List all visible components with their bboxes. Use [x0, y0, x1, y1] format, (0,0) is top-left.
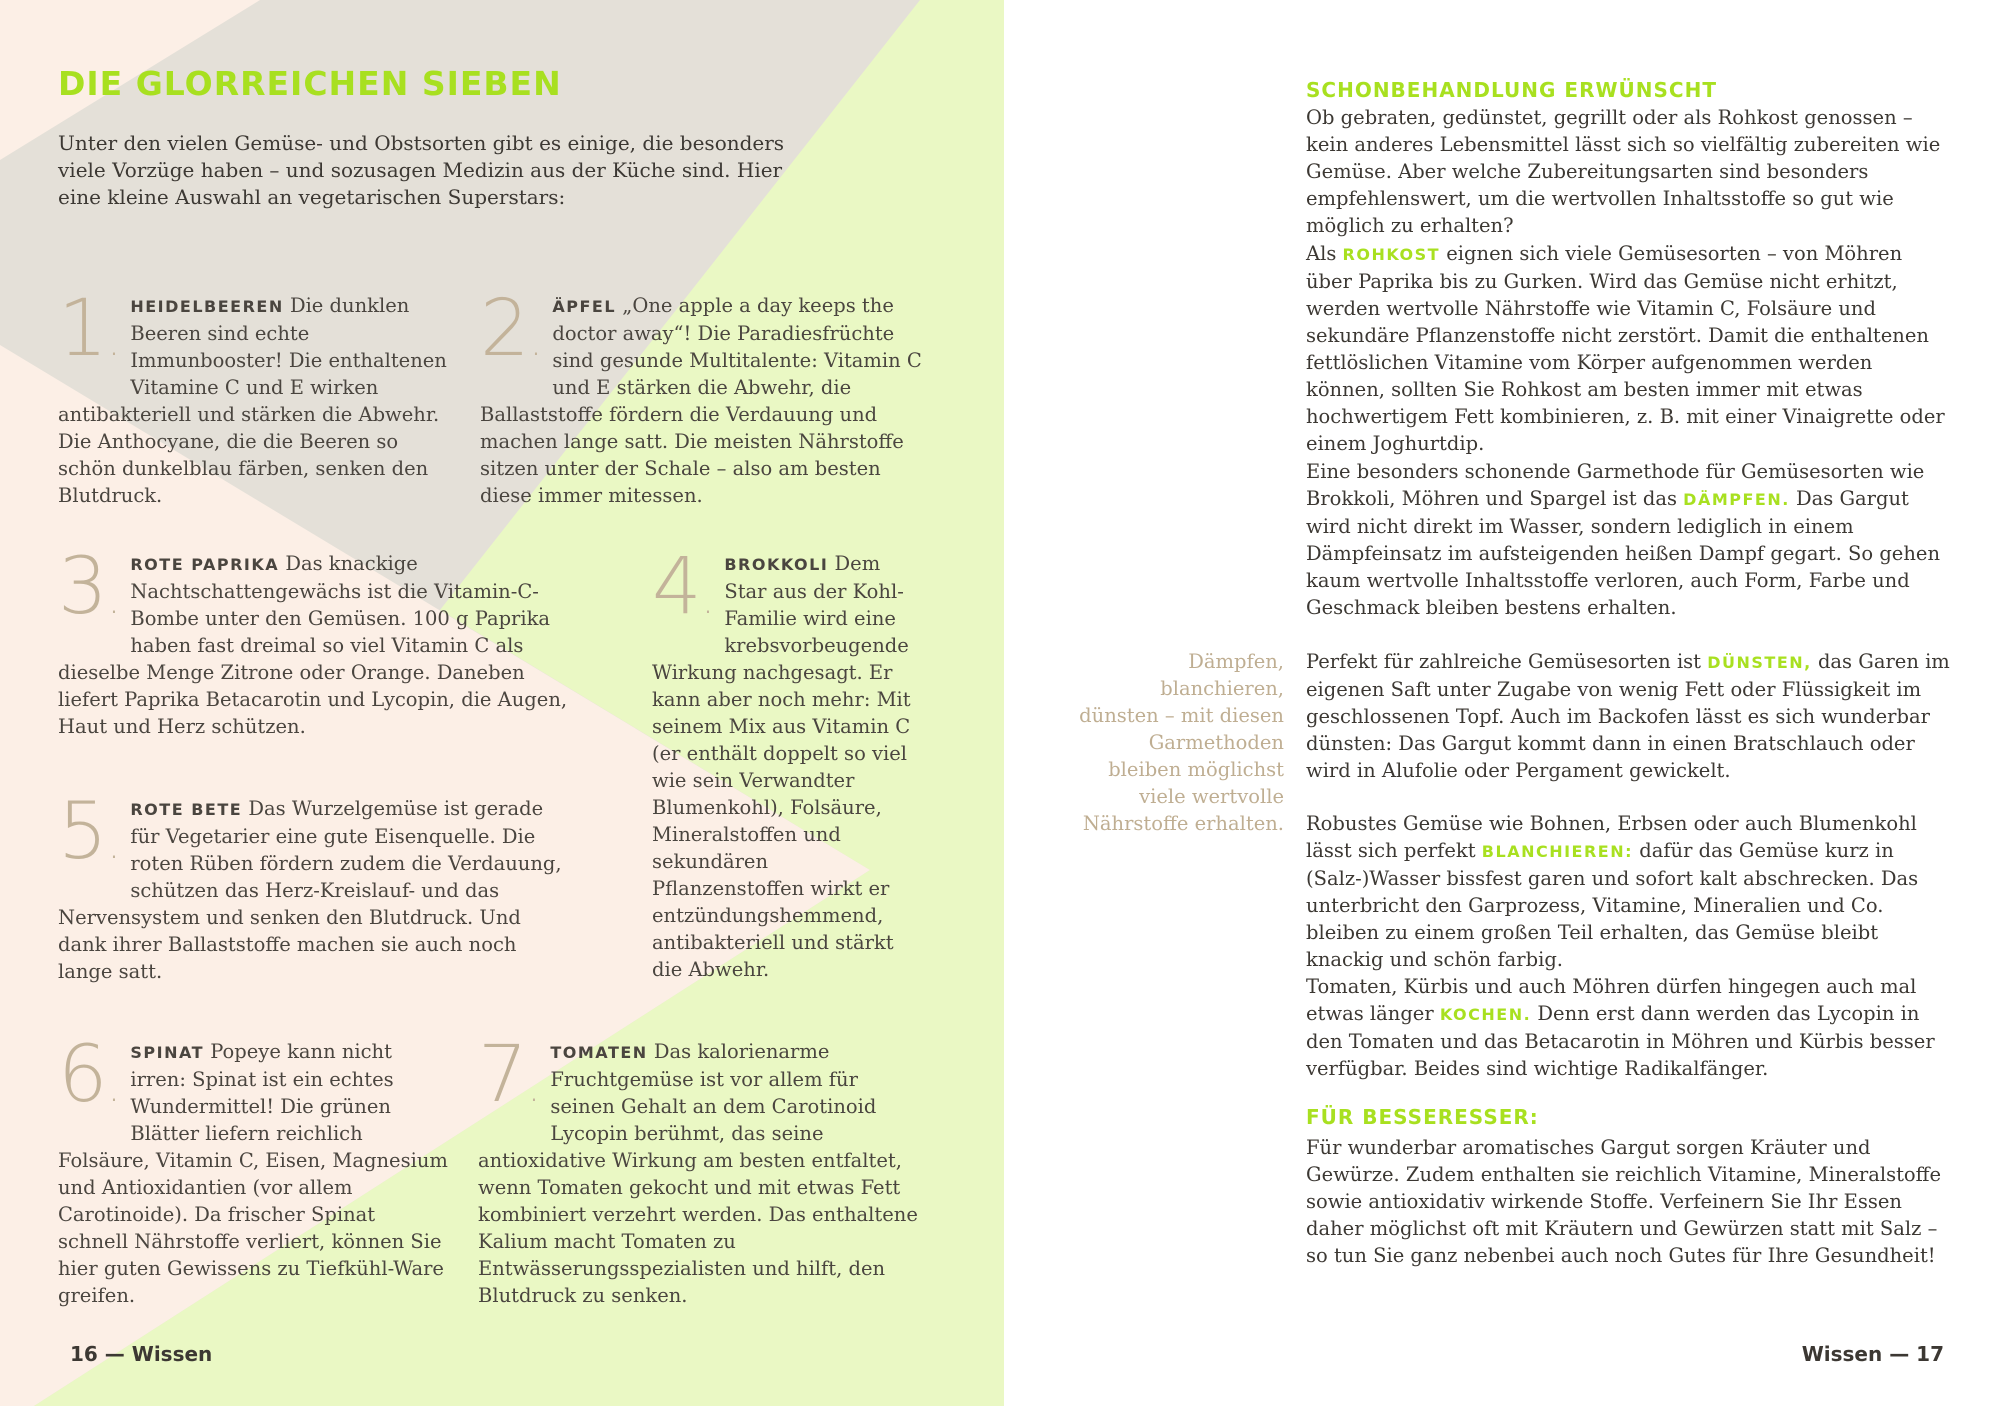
keyword-daempfen: DÄMPFEN. [1683, 490, 1790, 509]
keyword-kochen: KOCHEN. [1439, 1005, 1532, 1024]
item-label: SPINAT [130, 1043, 205, 1062]
superstar-item-3 [58, 542, 573, 740]
item-text: Die dunklen Beeren sind echte Immunbooster! Die enthaltenen Vitamine C und E wirken antibakteriell und stärken die Abwehr. Die Anthocyane, die die Beeren so schön dunkelblau färben, senken den Blutdruck. [58, 294, 447, 507]
item-text: Das knackige Nachtschattengewächs ist die Vitamin-C-Bombe unter den Gemüsen. 100 g Paprika haben fast dreimal so viel Vitamin C als dieselbe Menge Zitrone oder Orange. Daneben liefert Paprika Betacarotin und Lycopin, die Augen, Haut und Herz schützen. [58, 552, 568, 738]
para-text: Denn erst dann werden das Lycopin in den Tomaten und das Betacarotin in Möhren und Kürbis besser verfügbar. Beides sind wichtige Radikalfänger. [1306, 1002, 1935, 1080]
para-text: Perfekt für zahlreiche Gemüsesorten ist [1306, 650, 1702, 673]
superstar-item-5 [58, 787, 573, 985]
para-text: Als [1306, 242, 1337, 265]
item-label: ROTE BETE [130, 800, 243, 819]
para-text: das Garen im eigenen Saft unter Zugabe von wenig Fett oder Flüssigkeit im geschlossenen Topf. Auch im Backofen lässt es sich wunderbar dünsten: Das Gargut kommt dann in einen Bratschlauch oder wird in Alufolie oder Pergament gewickelt. [1306, 650, 1950, 782]
section-intro: Ob gebraten, gedünstet, gegrillt oder als Rohkost genossen – kein anderes Lebensmittel lässt sich so vielfältig zubereiten wie Gemüse. Aber welche Zubereitungsarten sind besonders empfehlenswert, um die wertvollen Inhaltsstoffe so gut wie möglich zu erhalten? [1306, 106, 1941, 237]
item-text: „One apple a day keeps the doctor away“! Die Paradiesfrüchte sind gesunde Multitalente: Vitamin C und E stärken die Abwehr, die Ballaststoffe fördern die Verdauung und machen lange satt. Die meisten Nährstoffe sitzen unter der Schale – also am besten diese immer mitessen. [480, 294, 922, 507]
item-label: TOMATEN [550, 1043, 648, 1062]
item-label: ÄPFEL [552, 297, 617, 316]
para-text: Robustes Gemüse wie Bohnen, Erbsen oder auch Blumenkohl lässt sich perfekt [1306, 812, 1917, 862]
keyword-rohkost: ROHKOST [1342, 245, 1441, 264]
intro-text: Unter den vielen Gemüse- und Obstsorten gibt es einige, die besonders viele Vorzüge haben – und sozusagen Medizin aus der Küche sind. Hier eine kleine Auswahl an vegetarischen Superstars: [58, 131, 785, 209]
para-text: Tomaten, Kürbis und auch Möhren dürfen hingegen auch mal etwas länger [1306, 975, 1917, 1025]
item-text: Das Wurzelgemüse ist gerade für Vegetarier eine gute Eisenquelle. Die roten Rüben fördern zudem die Verdauung, schützen das Herz-Kreislauf- und das Nervensystem und senken den Blutdruck. Und dank ihrer Ballaststoffe machen sie auch noch lange satt. [58, 797, 562, 983]
paragraph-kochen [1306, 973, 1954, 1082]
item-label: BROKKOLI [724, 555, 829, 574]
para-text: dafür das Gemüse kurz in (Salz-)Wasser bissfest garen und sofort kalt abschrecken. Das unterbricht den Garprozess, Vitamine, Mineralien und Co. bleiben zu einem großen Teil erhalten, das Gemüse bleibt knackig und schön farbig. [1306, 839, 1919, 971]
superstar-item-7 [478, 1030, 923, 1309]
page-footer-right: Wissen — 17 [1801, 1342, 1944, 1366]
page-title: DIE GLORREICHEN SIEBEN [58, 64, 562, 103]
item-number: 5. [58, 787, 121, 877]
item-text: Dem Star aus der Kohl-Familie wird eine krebsvorbeugende Wirkung nachgesagt. Er kann aber noch mehr: Mit seinem Mix aus Vitamin C (er enthält doppelt so viel wie sein Verwandter Blumenkohl), Folsäure, Mineralstoffen und sekundären Pflanzenstoffen wirkt er entzündungshemmend, antibakteriell und stärkt die Abwehr. [652, 552, 911, 981]
superstar-item-1 [58, 284, 448, 509]
item-text: Popeye kann nicht irren: Spinat ist ein echtes Wundermittel! Die grünen Blätter liefern reichlich Folsäure, Vitamin C, Eisen, Magnesium und Antioxidantien (vor allem Carotinoide). Da frischer Spinat schnell Nährstoffe verliert, können Sie hier guten Gewissens zu Tiefkühl-Ware greifen. [58, 1040, 448, 1307]
keyword-blanchieren: BLANCHIEREN: [1481, 842, 1634, 861]
section-heading: SCHONBEHANDLUNG ERWÜNSCHT [1306, 78, 1717, 102]
paragraph-blanchieren [1306, 810, 1954, 973]
tip-text: Für wunderbar aromatisches Gargut sorgen Kräuter und Gewürze. Zudem enthalten sie reichlich Vitamine, Mineralstoffe sowie antioxidativ wirkende Stoffe. Verfeinern Sie Ihr Essen daher möglichst oft mit Kräutern und Gewürzen statt mit Salz – so tun Sie ganz nebenbei auch noch Gutes für Ihre Gesundheit! [1306, 1136, 1942, 1267]
paragraph-rohkost [1306, 240, 1954, 457]
right-page [1004, 0, 2008, 1406]
page-footer-left: 16 — Wissen [70, 1342, 213, 1366]
item-label: ROTE PAPRIKA [130, 555, 280, 574]
item-number: 7. [478, 1030, 541, 1120]
item-text: Das kalorienarme Fruchtgemüse ist vor allem für seinen Gehalt an dem Carotinoid Lycopin berühmt, das seine antioxidative Wirkung am besten entfaltet, wenn Tomaten gekocht und mit etwas Fett kombiniert verzehrt werden. Das enthaltene Kalium macht Tomaten zu Entwässerungsspezialisten und hilft, den Blutdruck zu senken. [478, 1040, 918, 1307]
item-label: HEIDELBEEREN [130, 297, 284, 316]
item-number: 2. [480, 284, 543, 374]
para-text: eignen sich viele Gemüsesorten – von Möhren über Paprika bis zu Gurken. Wird das Gemüse nicht erhitzt, werden wertvolle Nährstoffe wie Vitamin C, Folsäure und sekundäre Pflanzenstoffe nicht zerstört. Damit die enthaltenen fettlöslichen Vitamine vom Körper aufgenommen werden können, sollten Sie Rohkost am besten immer mit etwas hochwertigem Fett kombinieren, z. B. mit einer Vinaigrette oder einem Joghurtdip. [1306, 242, 1945, 455]
paragraph-daempfen [1306, 458, 1954, 621]
superstar-item-2 [480, 284, 930, 509]
superstar-item-6 [58, 1030, 448, 1309]
para-text: Das Gargut wird nicht direkt im Wasser, sondern lediglich in einem Dämpfeinsatz im aufsteigenden heißen Dampf gegart. So gehen kaum wertvolle Inhaltsstoffe verloren, auch Form, Farbe und Geschmack bleiben bestens erhalten. [1306, 487, 1941, 619]
paragraph-duensten [1306, 648, 1954, 784]
pull-quote: Dämpfen, blanchieren, dünsten – mit diesen Garmethoden bleiben möglichst viele wertvolle Nährstoffe erhalten. [1079, 650, 1284, 835]
item-number: 1. [58, 284, 121, 374]
item-number: 6. [58, 1030, 121, 1120]
para-text: Eine besonders schonende Garmethode für Gemüsesorten wie Brokkoli, Möhren und Spargel ist das [1306, 460, 1925, 510]
superstar-item-4 [652, 542, 924, 983]
tip-heading: FÜR BESSERESSER: [1306, 1105, 1539, 1129]
keyword-duensten: DÜNSTEN, [1707, 653, 1812, 672]
item-number: 3. [58, 542, 121, 632]
item-number: 4. [652, 542, 715, 632]
